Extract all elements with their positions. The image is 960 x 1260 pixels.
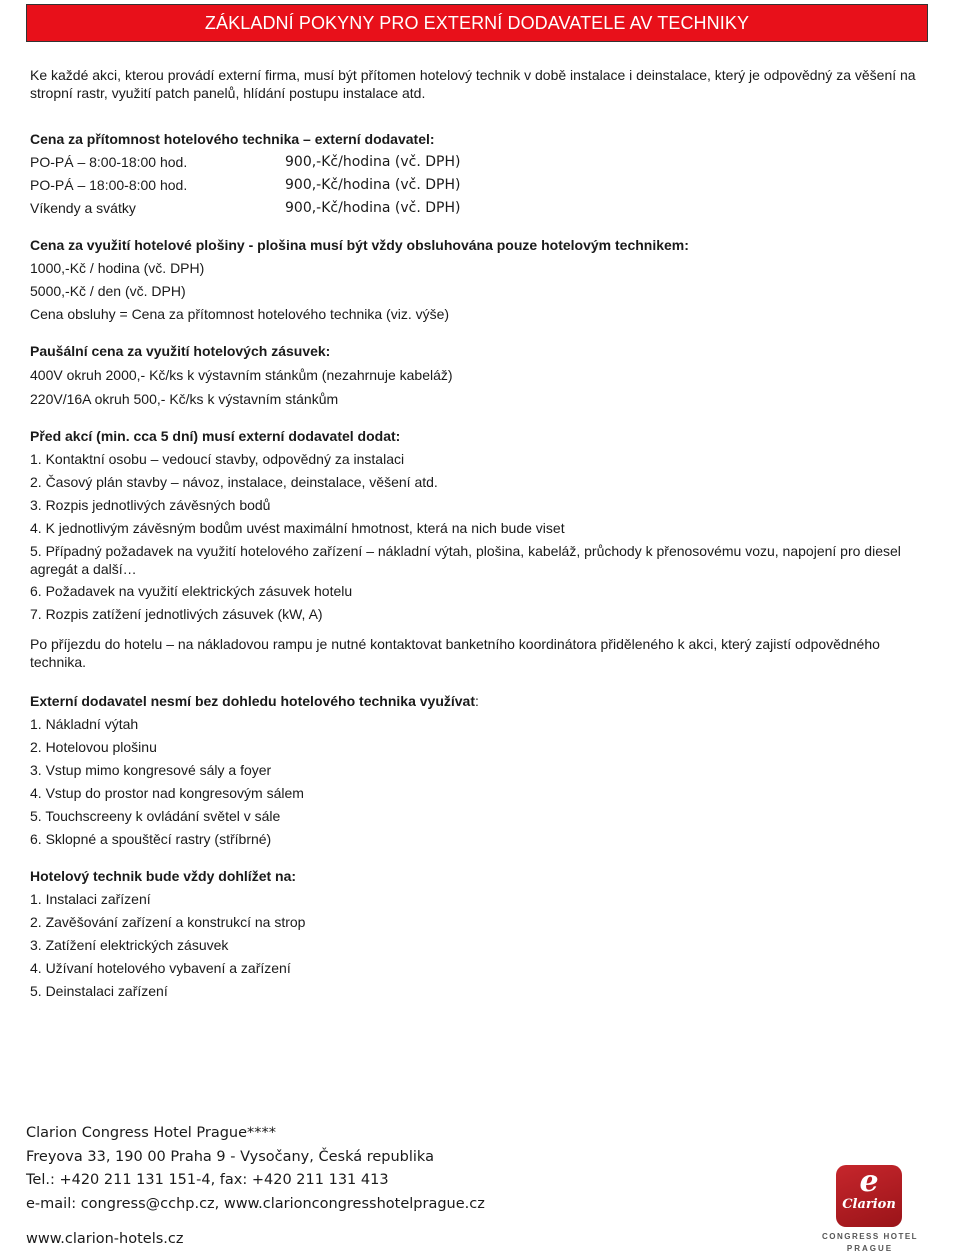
intro-paragraph: Ke každé akci, kterou provádí externí firma, musí být přítomen hotelový technik v době instalace i deinstalace, který je odpovědný za věšení na stropní rastr, využití patch panelů, hlídání postupu instalace atd.	[30, 67, 916, 101]
restriction-item: 6. Sklopné a spouštěcí rastry (stříbrné)	[30, 831, 272, 847]
restriction-item: 2. Hotelovou plošinu	[30, 739, 157, 755]
logo-badge	[836, 1165, 902, 1227]
logo-brand: Clarion	[842, 1197, 896, 1212]
platform-line: 5000,-Kč / den (vč. DPH)	[30, 283, 186, 299]
sockets-line: 220V/16A okruh 500,- Kč/ks k výstavním stánkům	[30, 391, 339, 407]
restriction-item: 4. Vstup do prostor nad kongresovým sálem	[30, 785, 304, 801]
rate-label: PO-PÁ – 18:00-8:00 hod.	[30, 177, 188, 193]
page-title: ZÁKLADNÍ POKYNY PRO EXTERNÍ DODAVATELE AV TECHNIKY	[26, 4, 928, 42]
supervision-item: 5. Deinstalaci zařízení	[30, 983, 168, 999]
before-event-item: 7. Rozpis zatížení jednotlivých zásuvek (kW, A)	[30, 606, 323, 622]
before-event-item: 3. Rozpis jednotlivých závěsných bodů	[30, 497, 271, 513]
footer-website-link[interactable]: www.clarion-hotels.cz	[26, 1231, 184, 1247]
restrictions-heading-colon: :	[475, 693, 479, 709]
rate-row	[30, 151, 920, 174]
sockets-line: 400V okruh 2000,- Kč/ks k výstavním stánkům (nezahrnuje kabeláž)	[30, 367, 453, 383]
rate-label: PO-PÁ – 8:00-18:00 hod.	[30, 154, 188, 170]
document-body	[30, 66, 920, 1003]
logo-city: PRAGUE	[846, 1244, 894, 1253]
before-event-item: 5. Případný požadavek na využití hotelového zařízení – nákladní výtah, plošina, kabeláž, průchody k přenosovému vozu, napojení pro diesel agregát a další…	[30, 543, 901, 577]
logo-subtitle: CONGRESS HOTEL	[821, 1232, 919, 1241]
sockets-heading: Paušální cena za využití hotelových zásuvek:	[30, 343, 331, 359]
rate-row	[30, 174, 920, 197]
before-event-item: 2. Časový plán stavby – návoz, instalace, deinstalace, věšení atd.	[30, 474, 438, 490]
before-event-item: 6. Požadavek na využití elektrických zásuvek hotelu	[30, 583, 353, 599]
before-event-item: 1. Kontaktní osobu – vedoucí stavby, odpovědný za instalaci	[30, 451, 405, 467]
footer-address: Freyova 33, 190 00 Praha 9 - Vysočany, Česká republika	[26, 1148, 434, 1165]
supervision-heading: Hotelový technik bude vždy dohlížet na:	[30, 868, 297, 884]
supervision-item: 4. Užívaní hotelového vybavení a zařízení	[30, 960, 291, 976]
before-event-heading: Před akcí (min. cca 5 dní) musí externí dodavatel dodat:	[30, 428, 401, 444]
rate-value: 900,-Kč/hodina (vč. DPH)	[285, 154, 461, 170]
restriction-item: 1. Nákladní výtah	[30, 716, 139, 732]
rate-row	[30, 197, 920, 220]
logo-letter-icon: e	[859, 1164, 879, 1199]
rate-label: Víkendy a svátky	[30, 200, 136, 216]
before-event-item: 4. K jednotlivým závěsným bodům uvést maximální hmotnost, která na nich bude viset	[30, 520, 565, 536]
restriction-item: 5. Touchscreeny k ovládání světel v sále	[30, 808, 281, 824]
footer-phone: Tel.: +420 211 131 151-4, fax: +420 211 131 413	[26, 1172, 389, 1188]
technician-rate-heading: Cena za přítomnost hotelového technika – externí dodavatel:	[30, 131, 435, 147]
arrival-paragraph: Po příjezdu do hotelu – na nákladovou rampu je nutné kontaktovat banketního koordinátora přiděleného k akci, který zajistí odpovědného technika.	[30, 636, 880, 670]
platform-line: Cena obsluhy = Cena za přítomnost hotelového technika (viz. výše)	[30, 306, 450, 322]
supervision-item: 3. Zatížení elektrických zásuvek	[30, 937, 229, 953]
supervision-item: 1. Instalaci zařízení	[30, 891, 151, 907]
restrictions-heading-text: Externí dodavatel nesmí bez dohledu hotelového technika využívat	[30, 693, 475, 709]
clarion-logo	[808, 1163, 932, 1259]
rate-value: 900,-Kč/hodina (vč. DPH)	[285, 177, 461, 193]
supervision-item: 2. Zavěšování zařízení a konstrukcí na strop	[30, 914, 306, 930]
rate-value: 900,-Kč/hodina (vč. DPH)	[285, 200, 461, 216]
footer-hotel-name: Clarion Congress Hotel Prague****	[26, 1125, 277, 1141]
platform-line: 1000,-Kč / hodina (vč. DPH)	[30, 260, 205, 276]
footer-contact	[26, 1122, 485, 1252]
restrictions-heading	[30, 690, 920, 713]
restriction-item: 3. Vstup mimo kongresové sály a foyer	[30, 762, 272, 778]
platform-heading: Cena za využití hotelové plošiny - plošina musí být vždy obsluhována pouze hotelovým technikem:	[30, 237, 689, 253]
footer-email[interactable]: e-mail: congress@cchp.cz, www.clarioncongresshotelprague.cz	[26, 1195, 485, 1212]
